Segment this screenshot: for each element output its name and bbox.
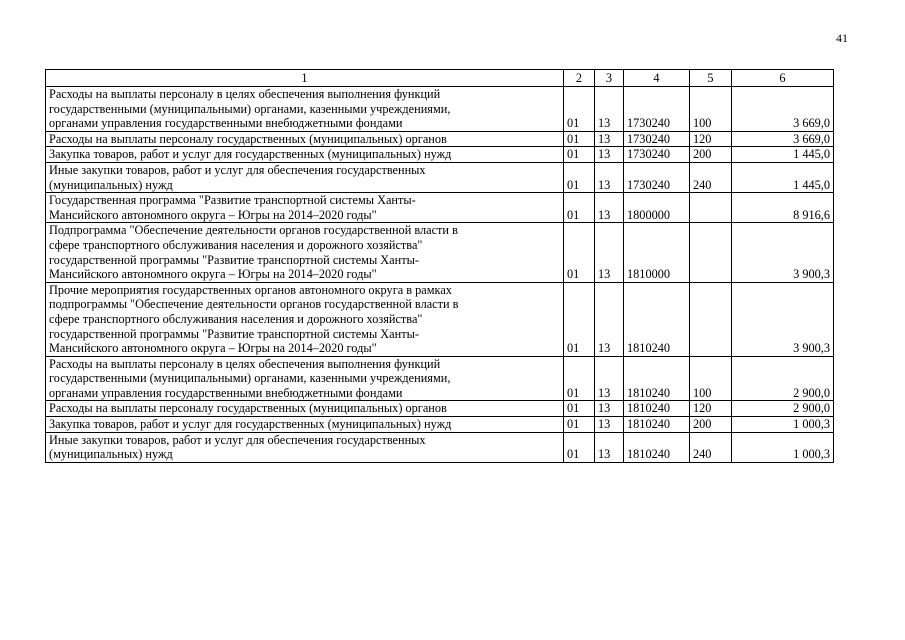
subsection-code: 13: [595, 147, 624, 163]
expense-type-code: 240: [690, 162, 732, 192]
target-article-code: 1730240: [624, 131, 690, 147]
subsection-code: 13: [595, 401, 624, 417]
row-description: [46, 87, 564, 132]
row-description-line: государственной программы "Развитие транспортной системы Ханты-: [49, 326, 419, 341]
row-description-line: Расходы на выплаты персоналу государственных (муниципальных) органов: [49, 131, 447, 146]
amount: 3 669,0: [732, 87, 834, 132]
section-code: 01: [564, 162, 595, 192]
row-description-line: государственной программы "Развитие транспортной системы Ханты-: [49, 252, 419, 267]
row-description: [46, 223, 564, 282]
expense-type-code: 200: [690, 417, 732, 433]
row-description: [46, 147, 564, 163]
target-article-code: 1730240: [624, 162, 690, 192]
section-code: 01: [564, 417, 595, 433]
row-description: [46, 417, 564, 433]
subsection-code: 13: [595, 282, 624, 356]
table-row: [46, 147, 834, 163]
expense-type-code: 200: [690, 147, 732, 163]
header-col-1: 1: [46, 70, 564, 87]
target-article-code: 1810240: [624, 356, 690, 401]
row-description-line: Государственная программа "Развитие транспортной системы Ханты-: [49, 193, 416, 208]
subsection-code: 13: [595, 87, 624, 132]
expense-type-code: [690, 223, 732, 282]
amount: 3 900,3: [732, 282, 834, 356]
amount: 8 916,6: [732, 193, 834, 223]
row-description-line: (муниципальных) нужд: [49, 447, 173, 462]
row-description: [46, 162, 564, 192]
expense-type-code: [690, 193, 732, 223]
row-description-line: Подпрограмма "Обеспечение деятельности органов государственной власти в: [49, 223, 458, 238]
amount: 1 445,0: [732, 162, 834, 192]
header-col-4: 4: [624, 70, 690, 87]
amount: 3 900,3: [732, 223, 834, 282]
header-col-5: 5: [690, 70, 732, 87]
target-article-code: 1730240: [624, 147, 690, 163]
expense-type-code: 120: [690, 131, 732, 147]
section-code: 01: [564, 356, 595, 401]
budget-table: [45, 69, 834, 463]
table-row: [46, 193, 834, 223]
header-col-6: 6: [732, 70, 834, 87]
header-col-3: 3: [595, 70, 624, 87]
target-article-code: 1810240: [624, 282, 690, 356]
row-description: [46, 282, 564, 356]
row-description: [46, 356, 564, 401]
subsection-code: 13: [595, 162, 624, 192]
row-description-line: Мансийского автономного округа – Югры на 2014–2020 годы": [49, 267, 377, 282]
subsection-code: 13: [595, 356, 624, 401]
row-description: [46, 193, 564, 223]
expense-type-code: 100: [690, 87, 732, 132]
row-description-line: сфере транспортного обслуживания населения и дорожного хозяйства": [49, 237, 423, 252]
table-body: [46, 87, 834, 463]
section-code: 01: [564, 193, 595, 223]
row-description-line: Расходы на выплаты персоналу в целях обеспечения выполнения функций: [49, 87, 441, 101]
row-description-line: (муниципальных) нужд: [49, 177, 173, 192]
expense-type-code: 120: [690, 401, 732, 417]
expense-type-code: 240: [690, 432, 732, 462]
table-row: [46, 417, 834, 433]
target-article-code: 1810240: [624, 417, 690, 433]
row-description-line: государственными (муниципальными) органами, казенными учреждениями,: [49, 371, 451, 386]
table-row: [46, 282, 834, 356]
table-header: [46, 70, 834, 87]
page-number: 41: [836, 31, 848, 45]
subsection-code: 13: [595, 193, 624, 223]
row-description-line: подпрограммы "Обеспечение деятельности органов государственной власти в: [49, 297, 459, 312]
row-description-line: Мансийского автономного округа – Югры на 2014–2020 годы": [49, 341, 377, 356]
subsection-code: 13: [595, 131, 624, 147]
header-row: [46, 70, 834, 87]
amount: 2 900,0: [732, 401, 834, 417]
amount: 2 900,0: [732, 356, 834, 401]
amount: 3 669,0: [732, 131, 834, 147]
subsection-code: 13: [595, 432, 624, 462]
expense-type-code: [690, 282, 732, 356]
row-description-line: Прочие мероприятия государственных органов автономного округа в рамках: [49, 282, 452, 297]
section-code: 01: [564, 223, 595, 282]
row-description-line: Закупка товаров, работ и услуг для государственных (муниципальных) нужд: [49, 417, 452, 432]
target-article-code: 1800000: [624, 193, 690, 223]
table-row: [46, 356, 834, 401]
row-description-line: органами управления государственными внебюджетными фондами: [49, 385, 403, 400]
table-row: [46, 223, 834, 282]
section-code: 01: [564, 147, 595, 163]
section-code: 01: [564, 87, 595, 132]
section-code: 01: [564, 401, 595, 417]
header-col-2: 2: [564, 70, 595, 87]
row-description-line: Расходы на выплаты персоналу государственных (муниципальных) органов: [49, 401, 447, 416]
row-description-line: Закупка товаров, работ и услуг для государственных (муниципальных) нужд: [49, 147, 452, 162]
row-description-line: Расходы на выплаты персоналу в целях обеспечения выполнения функций: [49, 356, 441, 371]
amount: 1 445,0: [732, 147, 834, 163]
section-code: 01: [564, 131, 595, 147]
table-row: [46, 162, 834, 192]
row-description-line: сфере транспортного обслуживания населения и дорожного хозяйства": [49, 311, 423, 326]
section-code: 01: [564, 282, 595, 356]
table-row: [46, 432, 834, 462]
subsection-code: 13: [595, 223, 624, 282]
row-description-line: государственными (муниципальными) органами, казенными учреждениями,: [49, 101, 451, 116]
table-row: [46, 131, 834, 147]
target-article-code: 1810000: [624, 223, 690, 282]
expense-type-code: 100: [690, 356, 732, 401]
section-code: 01: [564, 432, 595, 462]
row-description-line: органами управления государственными внебюджетными фондами: [49, 116, 403, 131]
table-row: [46, 401, 834, 417]
row-description: [46, 432, 564, 462]
amount: 1 000,3: [732, 432, 834, 462]
row-description: [46, 401, 564, 417]
row-description-line: Иные закупки товаров, работ и услуг для обеспечения государственных: [49, 432, 426, 447]
table-row: [46, 87, 834, 132]
target-article-code: 1810240: [624, 401, 690, 417]
row-description-line: Мансийского автономного округа – Югры на 2014–2020 годы": [49, 207, 377, 222]
target-article-code: 1810240: [624, 432, 690, 462]
amount: 1 000,3: [732, 417, 834, 433]
target-article-code: 1730240: [624, 87, 690, 132]
row-description-line: Иные закупки товаров, работ и услуг для обеспечения государственных: [49, 162, 426, 177]
subsection-code: 13: [595, 417, 624, 433]
row-description: [46, 131, 564, 147]
